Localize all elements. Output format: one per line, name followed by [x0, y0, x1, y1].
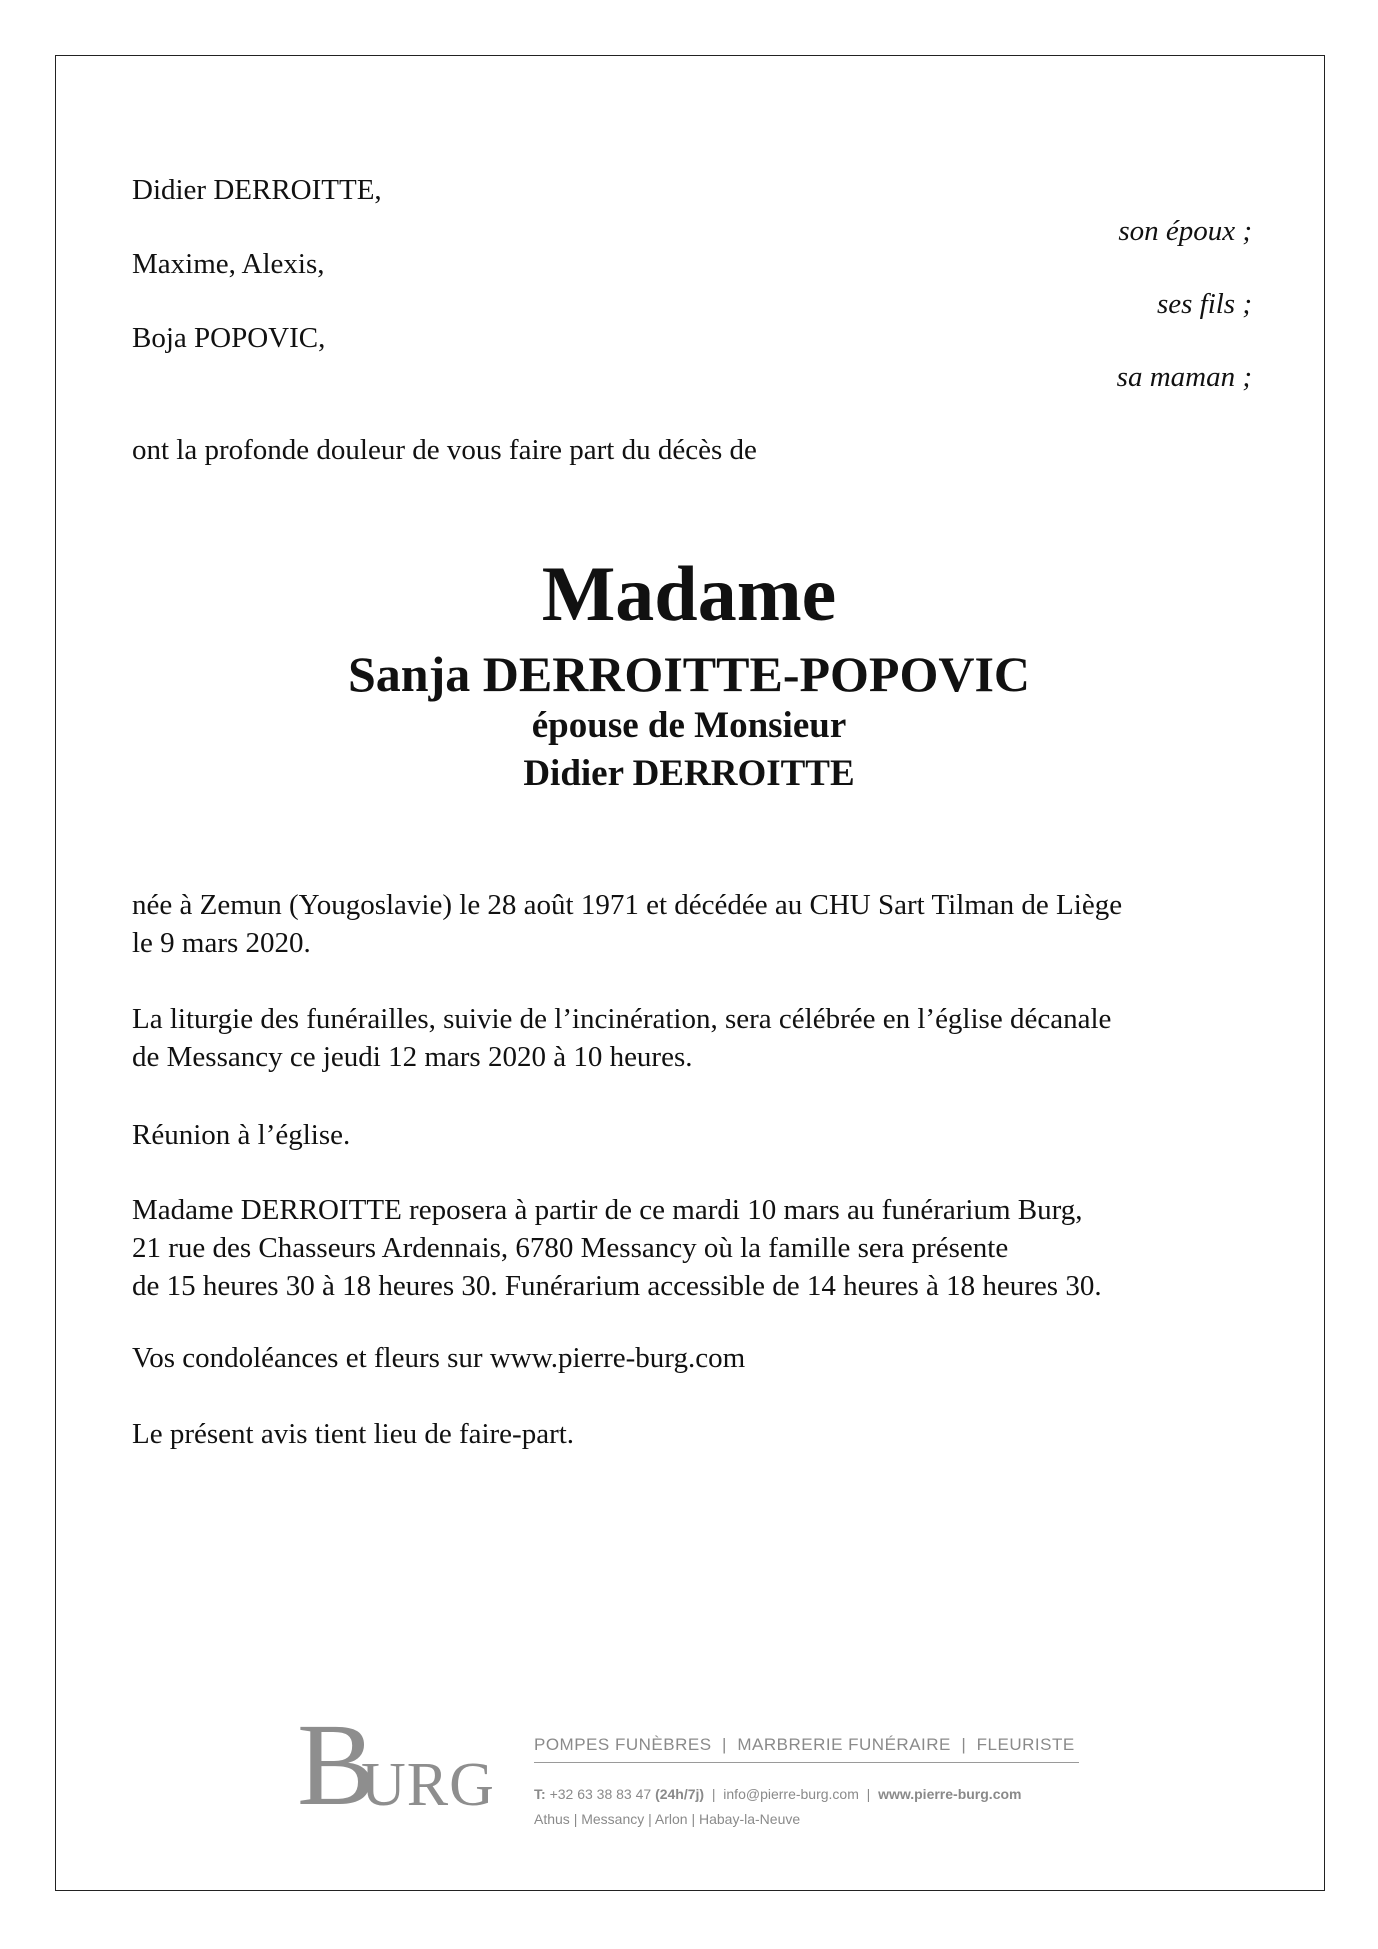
- phone-hours: (24h/7j): [655, 1786, 705, 1802]
- phone-number: +32 63 38 83 47: [549, 1786, 652, 1802]
- rest-line-1: Madame DERROITTE reposera à partir de ce mardi 10 mars au funérarium Burg,: [132, 1194, 1083, 1226]
- logo-letters-urg: URG: [361, 1751, 495, 1819]
- family-name-3: Boja POPOVIC,: [132, 322, 326, 354]
- phone-prefix: T:: [534, 1786, 546, 1802]
- rest-paragraph: [132, 1191, 1257, 1305]
- footer-services: POMPES FUNÈBRES | MARBRERIE FUNÉRAIRE | FLEURISTE: [534, 1735, 1075, 1754]
- footer-divider: [534, 1762, 1079, 1763]
- birth-paragraph: [132, 886, 1257, 962]
- condolences-paragraph: Vos condoléances et fleurs sur www.pierre-burg.com: [132, 1342, 746, 1374]
- meeting-paragraph: Réunion à l’église.: [132, 1119, 351, 1151]
- family-name-2: Maxime, Alexis,: [132, 248, 325, 280]
- deceased-title: Madame: [541, 550, 837, 637]
- deceased-name: Sanja DERROITTE-POPOVIC: [347, 646, 1031, 702]
- email-link[interactable]: info@pierre-burg.com: [723, 1786, 859, 1802]
- liturgy-line-2: de Messancy ce jeudi 12 mars 2020 à 10 heures.: [132, 1041, 693, 1073]
- liturgy-line-1: La liturgie des funérailles, suivie de l’incinération, sera célébrée en l’église décanale: [132, 1003, 1112, 1035]
- notice-paragraph: Le présent avis tient lieu de faire-part.: [132, 1418, 575, 1450]
- family-relation-1: son époux ;: [1118, 215, 1252, 247]
- family-name-1: Didier DERROITTE,: [132, 174, 382, 206]
- liturgy-paragraph: [132, 1000, 1257, 1076]
- rest-line-3: de 15 heures 30 à 18 heures 30. Funérarium accessible de 14 heures à 18 heures 30.: [132, 1270, 1102, 1302]
- family-relation-3: sa maman ;: [1116, 361, 1252, 393]
- burg-logo: [297, 1699, 497, 1830]
- spouse-line-2: Didier DERROITTE: [523, 753, 855, 794]
- rest-line-2: 21 rue des Chasseurs Ardennais, 6780 Messancy où la famille sera présente: [132, 1232, 1009, 1264]
- footer-locations: Athus | Messancy | Arlon | Habay-la-Neuve: [534, 1811, 801, 1827]
- logo-letter-b: B: [297, 1699, 376, 1830]
- contact-separator-1: |: [707, 1786, 720, 1802]
- announcement-text: ont la profonde douleur de vous faire part du décès de: [132, 434, 757, 466]
- contact-separator-2: |: [862, 1786, 875, 1802]
- birth-line-1: née à Zemun (Yougoslavie) le 28 août 1971 et décédée au CHU Sart Tilman de Liège: [132, 889, 1123, 921]
- website-link[interactable]: www.pierre-burg.com: [878, 1786, 1022, 1802]
- spouse-line-1: épouse de Monsieur: [531, 705, 847, 746]
- family-relation-2: ses fils ;: [1156, 288, 1252, 320]
- birth-line-2: le 9 mars 2020.: [132, 927, 311, 959]
- footer-contact: [534, 1785, 1021, 1803]
